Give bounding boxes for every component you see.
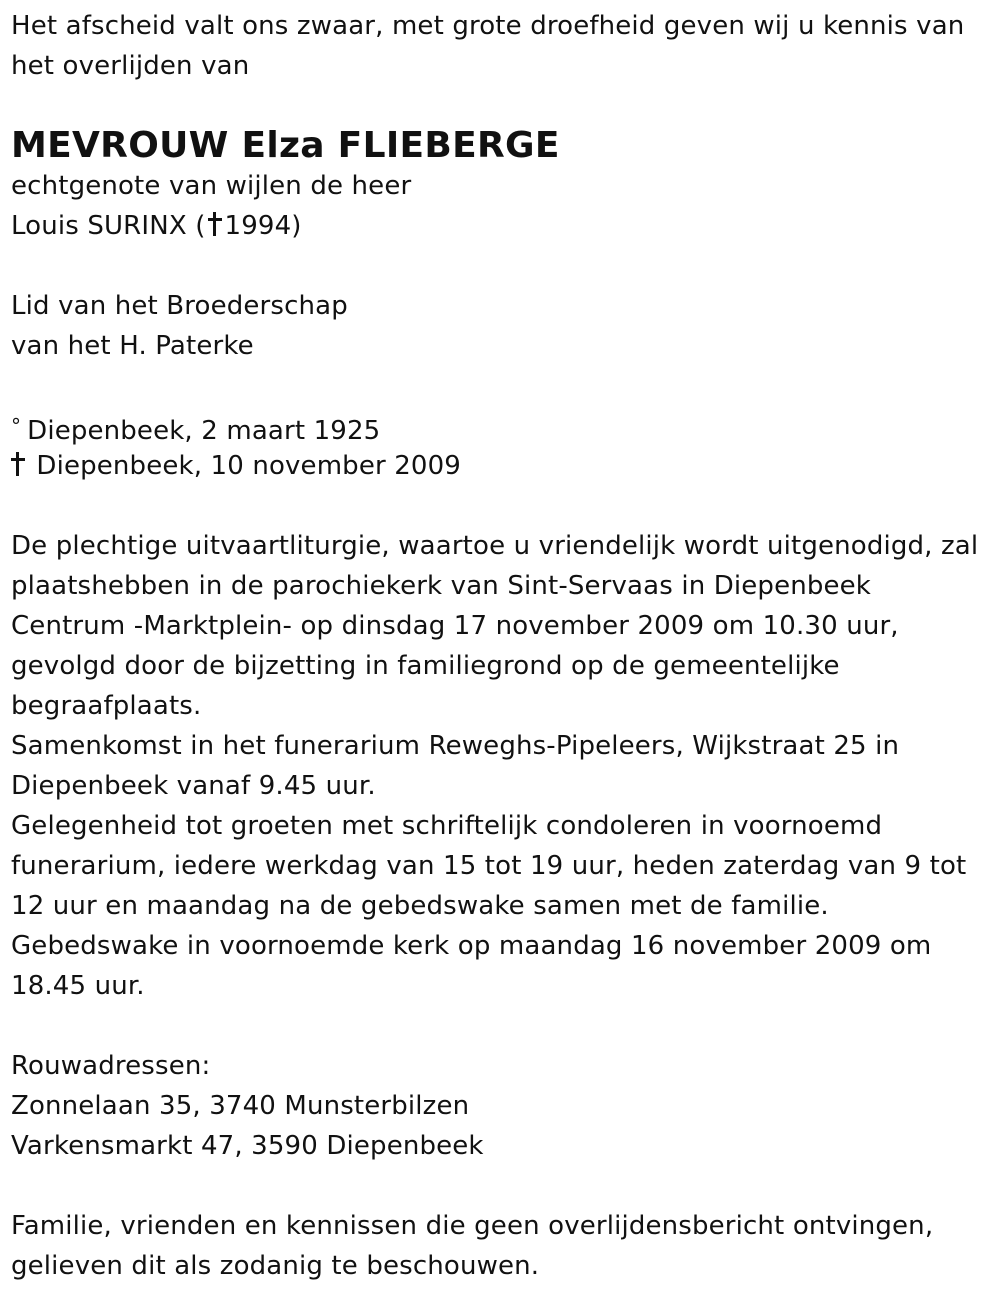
- closing-line-2: gelieven dit als zodanig te beschouwen.: [11, 1251, 540, 1281]
- funeral-line: Samenkomst in het funerarium Reweghs-Pipeleers, Wijkstraat 25 in: [11, 731, 900, 761]
- closing-line-1: Familie, vrienden en kennissen die geen overlijdensbericht ontvingen,: [11, 1211, 934, 1241]
- addresses-block: [11, 1046, 991, 1166]
- death-line: [11, 446, 991, 486]
- membership-block: [11, 286, 991, 366]
- funeral-line: Gebedswake in voornoemde kerk op maandag 16 november 2009 om: [11, 931, 932, 961]
- funeral-line: 18.45 uur.: [11, 971, 145, 1001]
- closing-block: [11, 1206, 991, 1286]
- spouse-name-line: [11, 206, 991, 246]
- dates-block: [11, 406, 991, 486]
- death-date: Diepenbeek, 10 november 2009: [36, 451, 461, 481]
- spouse-death-year: 1994): [224, 211, 302, 241]
- intro-line-1: Het afscheid valt ons zwaar, met grote droefheid geven wij u kennis van: [11, 11, 965, 41]
- birth-line: [11, 406, 991, 446]
- funeral-line: plaatshebben in de parochiekerk van Sint-Servaas in Diepenbeek: [11, 571, 872, 601]
- address-2: Varkensmarkt 47, 3590 Diepenbeek: [11, 1131, 484, 1161]
- birth-date: Diepenbeek, 2 maart 1925: [27, 416, 381, 446]
- deceased-name: MEVROUW Elza FLIEBERGE: [11, 125, 560, 166]
- birth-symbol: °: [11, 414, 22, 438]
- funeral-line: Diepenbeek vanaf 9.45 uur.: [11, 771, 376, 801]
- funeral-line: funerarium, iedere werkdag van 15 tot 19 uur, heden zaterdag van 9 tot: [11, 851, 967, 881]
- intro-line-2: het overlijden van: [11, 51, 250, 81]
- membership-line-1: Lid van het Broederschap: [11, 291, 348, 321]
- funeral-line: gevolgd door de bijzetting in familiegrond op de gemeentelijke: [11, 651, 840, 681]
- spouse-name: Louis SURINX (: [11, 211, 206, 241]
- spacer: [11, 246, 991, 286]
- spacer: [11, 1006, 991, 1046]
- spacer: [11, 486, 991, 526]
- funeral-paragraph: [11, 526, 991, 1006]
- funeral-line: begraafplaats.: [11, 691, 202, 721]
- funeral-line: Gelegenheid tot groeten met schriftelijk condoleren in voornoemd: [11, 811, 883, 841]
- cross-icon: [11, 452, 25, 476]
- intro-paragraph: [11, 6, 991, 86]
- death-notice: [11, 6, 991, 1286]
- spouse-line: echtgenote van wijlen de heer: [11, 171, 412, 201]
- addresses-heading: Rouwadressen:: [11, 1051, 211, 1081]
- spacer: [11, 1166, 991, 1206]
- funeral-line: 12 uur en maandag na de gebedswake samen met de familie.: [11, 891, 829, 921]
- spacer: [11, 366, 991, 406]
- deceased-block: [11, 126, 991, 246]
- funeral-line: Centrum -Marktplein- op dinsdag 17 november 2009 om 10.30 uur,: [11, 611, 899, 641]
- funeral-line: De plechtige uitvaartliturgie, waartoe u vriendelijk wordt uitgenodigd, zal: [11, 531, 979, 561]
- membership-line-2: van het H. Paterke: [11, 331, 254, 361]
- cross-icon: [208, 212, 222, 236]
- address-1: Zonnelaan 35, 3740 Munsterbilzen: [11, 1091, 470, 1121]
